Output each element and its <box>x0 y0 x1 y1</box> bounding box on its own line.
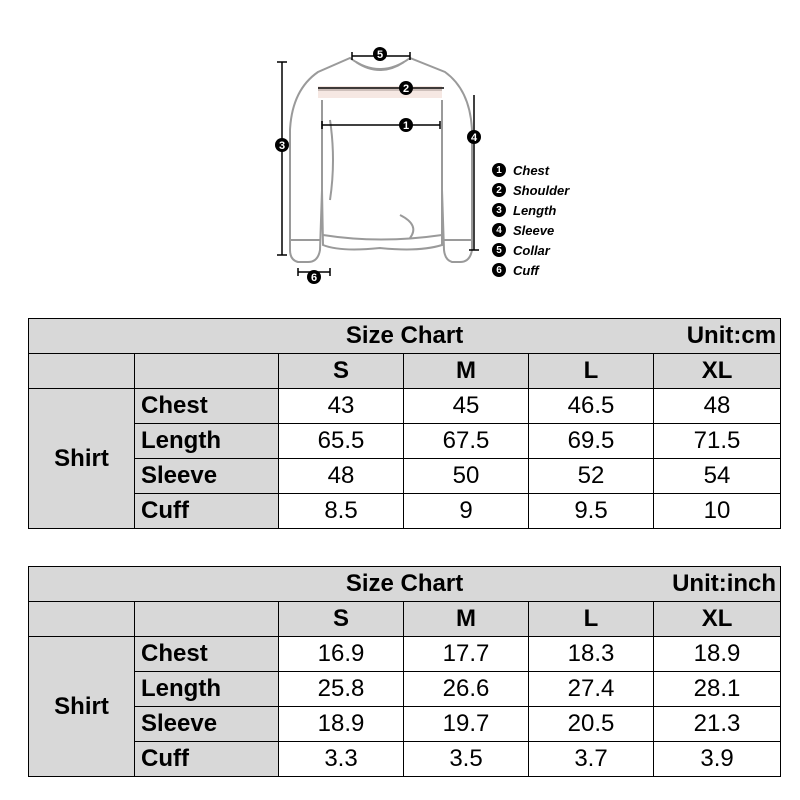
legend-number: 1 <box>492 163 506 177</box>
size-header: L <box>529 354 654 389</box>
shirt-diagram <box>0 0 800 300</box>
size-header: M <box>404 602 529 637</box>
legend-label: Length <box>513 202 557 218</box>
row-label: Sleeve <box>135 707 279 742</box>
table-cell: 43 <box>279 389 404 424</box>
empty-header-cell <box>29 354 135 389</box>
size-header: L <box>529 602 654 637</box>
table-cell: 45 <box>404 389 529 424</box>
size-header: XL <box>654 354 781 389</box>
table-row <box>29 672 781 707</box>
legend-label: Collar <box>513 242 550 258</box>
legend-item <box>492 200 569 220</box>
legend-item <box>492 180 569 200</box>
size-header: XL <box>654 602 781 637</box>
legend-item <box>492 220 569 240</box>
marker-1-label: 1 <box>402 120 410 132</box>
table-row <box>29 494 781 529</box>
size-chart-cm <box>28 318 781 529</box>
table-row <box>29 424 781 459</box>
row-label: Sleeve <box>135 459 279 494</box>
table-cell: 50 <box>404 459 529 494</box>
row-label: Cuff <box>135 742 279 777</box>
table-cell: 3.5 <box>404 742 529 777</box>
table-unit: Unit:cm <box>686 322 777 349</box>
table-row <box>29 707 781 742</box>
table-cell: 26.6 <box>404 672 529 707</box>
table-title-row <box>29 567 781 602</box>
table-row <box>29 742 781 777</box>
table-cell: 21.3 <box>654 707 781 742</box>
table-cell: 20.5 <box>529 707 654 742</box>
table-cell: 9.5 <box>529 494 654 529</box>
table-cell: 19.7 <box>404 707 529 742</box>
table-cell: 27.4 <box>529 672 654 707</box>
size-header: M <box>404 354 529 389</box>
legend-number: 4 <box>492 223 506 237</box>
legend-number: 5 <box>492 243 506 257</box>
row-label: Chest <box>135 389 279 424</box>
legend-label: Chest <box>513 162 550 178</box>
legend-label: Cuff <box>513 262 539 278</box>
empty-header-cell <box>29 602 135 637</box>
table-cell: 28.1 <box>654 672 781 707</box>
size-chart-inch <box>28 566 781 777</box>
empty-header-cell <box>135 602 279 637</box>
table-cell: 3.7 <box>529 742 654 777</box>
marker-3-label: 3 <box>278 140 286 152</box>
table-cell: 18.3 <box>529 637 654 672</box>
empty-header-cell <box>135 354 279 389</box>
table-unit: Unit:inch <box>672 570 777 597</box>
table-title: Size Chart <box>345 570 464 597</box>
table-cell: 18.9 <box>654 637 781 672</box>
table-cell: 46.5 <box>529 389 654 424</box>
legend-label: Sleeve <box>513 222 555 238</box>
group-label: Shirt <box>29 637 135 777</box>
marker-5-label: 5 <box>376 49 384 61</box>
legend-item <box>492 260 569 280</box>
table-cell: 18.9 <box>279 707 404 742</box>
table-cell: 25.8 <box>279 672 404 707</box>
table-cell: 9 <box>404 494 529 529</box>
marker-2-label: 2 <box>402 83 410 95</box>
table-cell: 48 <box>279 459 404 494</box>
table-row <box>29 389 781 424</box>
table-title: Size Chart <box>345 322 464 349</box>
table-row <box>29 459 781 494</box>
size-header: S <box>279 354 404 389</box>
table-cell: 48 <box>654 389 781 424</box>
row-label: Cuff <box>135 494 279 529</box>
table-title-row <box>29 319 781 354</box>
row-label: Length <box>135 672 279 707</box>
table-cell: 8.5 <box>279 494 404 529</box>
size-header: S <box>279 602 404 637</box>
legend-number: 6 <box>492 263 506 277</box>
legend-number: 3 <box>492 203 506 217</box>
table-cell: 54 <box>654 459 781 494</box>
table-cell: 65.5 <box>279 424 404 459</box>
table-cell: 71.5 <box>654 424 781 459</box>
measurement-lines <box>277 52 479 276</box>
group-label: Shirt <box>29 389 135 529</box>
table-cell: 3.9 <box>654 742 781 777</box>
marker-4-label: 4 <box>470 132 478 144</box>
table-cell: 16.9 <box>279 637 404 672</box>
table-cell: 52 <box>529 459 654 494</box>
measurement-legend <box>492 160 569 280</box>
table-row <box>29 637 781 672</box>
legend-item <box>492 240 569 260</box>
row-label: Chest <box>135 637 279 672</box>
marker-6-label: 6 <box>310 272 318 284</box>
legend-item <box>492 160 569 180</box>
table-cell: 10 <box>654 494 781 529</box>
legend-label: Shoulder <box>513 182 570 198</box>
table-cell: 3.3 <box>279 742 404 777</box>
table-cell: 69.5 <box>529 424 654 459</box>
legend-number: 2 <box>492 183 506 197</box>
table-cell: 67.5 <box>404 424 529 459</box>
row-label: Length <box>135 424 279 459</box>
table-cell: 17.7 <box>404 637 529 672</box>
